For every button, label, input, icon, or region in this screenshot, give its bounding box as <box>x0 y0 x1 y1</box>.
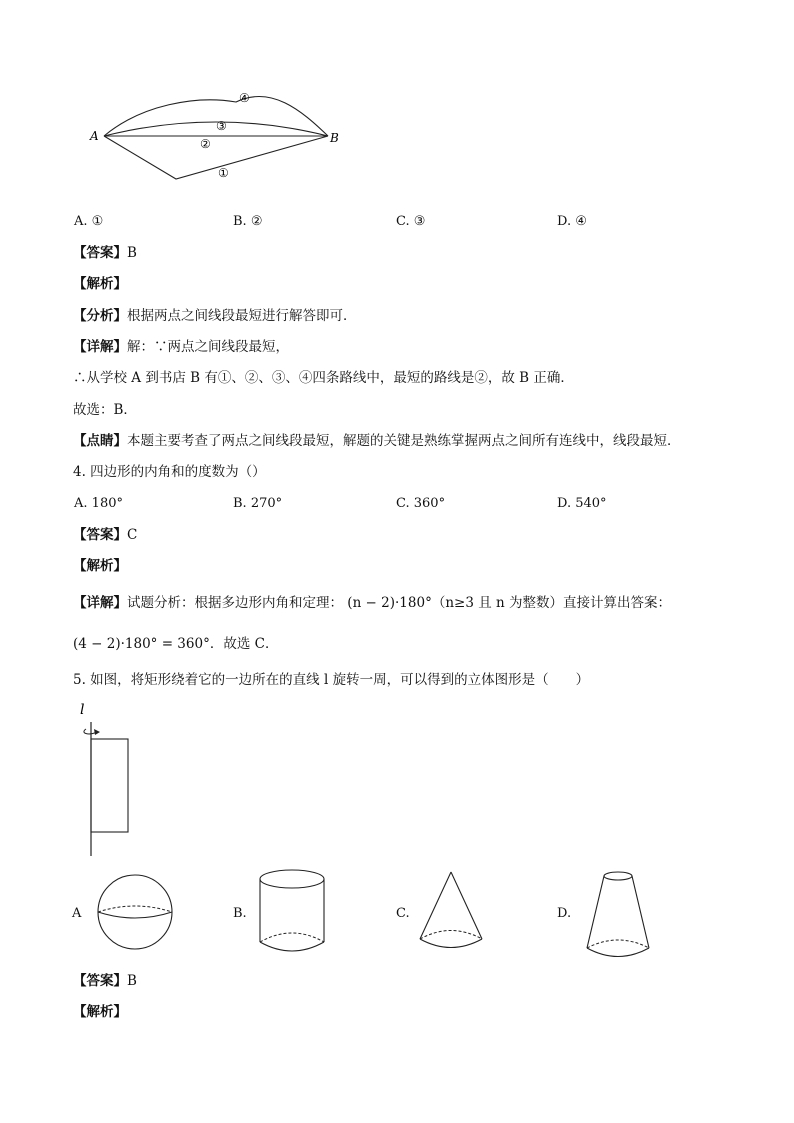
cone-shape <box>414 868 488 954</box>
q3-option-d: D. ④ <box>557 214 587 229</box>
q3-fenxi: 【分析】根据两点之间线段最短进行解答即可． <box>73 308 357 324</box>
routes-figure <box>86 80 346 190</box>
rectangle-rotation-figure <box>70 698 140 860</box>
frustum-shape <box>583 866 653 962</box>
q4-option-a: A. 180° <box>74 496 123 511</box>
q5-stem: 5. 如图，将矩形绕着它的一边所在的直线 l 旋转一周，可以得到的立体图形是（ ） <box>73 672 590 688</box>
axis-l-label: l <box>80 702 85 718</box>
q3-xiangjie: 【详解】解：∵两点之间线段最短， <box>73 339 289 355</box>
route-3-label: ③ <box>216 119 227 133</box>
q5-option-c-label: C. <box>396 906 410 921</box>
q4-condition: （n≥3 且 n 为整数）直接计算出答案： <box>431 595 671 611</box>
route-1-label: ① <box>218 166 229 180</box>
q3-answer: 【答案】B <box>73 245 137 261</box>
q3-option-c: C. ③ <box>396 214 426 229</box>
q4-analysis-tag: 【解析】 <box>73 558 127 574</box>
q3-choose: 故选：B． <box>73 402 137 418</box>
q3-option-a: A. ① <box>74 214 104 229</box>
q4-stem: 4. 四边形的内角和的度数为（） <box>73 464 266 480</box>
q5-answer: 【答案】B <box>73 973 137 989</box>
cylinder-shape <box>256 866 328 956</box>
q4-formula: (n − 2)·180° <box>347 595 432 611</box>
q4-answer: 【答案】C <box>73 527 138 543</box>
q4-xiangjie: 【详解】试题分析：根据多边形内角和定理： (n − 2)·180°（n≥3 且 n 为整数）直接计算出答案： <box>73 595 671 611</box>
q4-option-d: D. 540° <box>557 496 607 511</box>
q4-option-c: C. 360° <box>396 496 446 511</box>
rectangle-shape <box>91 739 128 832</box>
route-1-polyline <box>104 136 328 179</box>
q3-dianjing: 【点睛】本题主要考查了两点之间线段最短，解题的关键是熟练掌握两点之间所有连线中，线段最短． <box>73 433 681 449</box>
q5-option-d-label: D. <box>557 906 572 921</box>
q5-option-b-label: B. <box>233 906 247 921</box>
q3-option-b: B. ② <box>233 214 263 229</box>
q3-analysis-tag: 【解析】 <box>73 276 127 292</box>
q4-calc: (4 − 2)·180° = 360°．故选 C． <box>73 636 279 652</box>
route-2-label: ② <box>200 137 211 151</box>
q3-reasoning: ∴从学校 A 到书店 B 有①、②、③、④四条路线中，最短的路线是②，故 B 正确． <box>73 370 574 386</box>
q5-analysis-tag: 【解析】 <box>73 1004 127 1020</box>
point-b-label: B <box>330 131 339 145</box>
rotation-arrowhead <box>94 729 100 735</box>
sphere-shape <box>95 872 175 952</box>
point-a-label: A <box>90 129 99 143</box>
q5-option-a-label: A <box>72 906 82 921</box>
route-4-label: ④ <box>239 91 250 105</box>
q4-option-b: B. 270° <box>233 496 283 511</box>
